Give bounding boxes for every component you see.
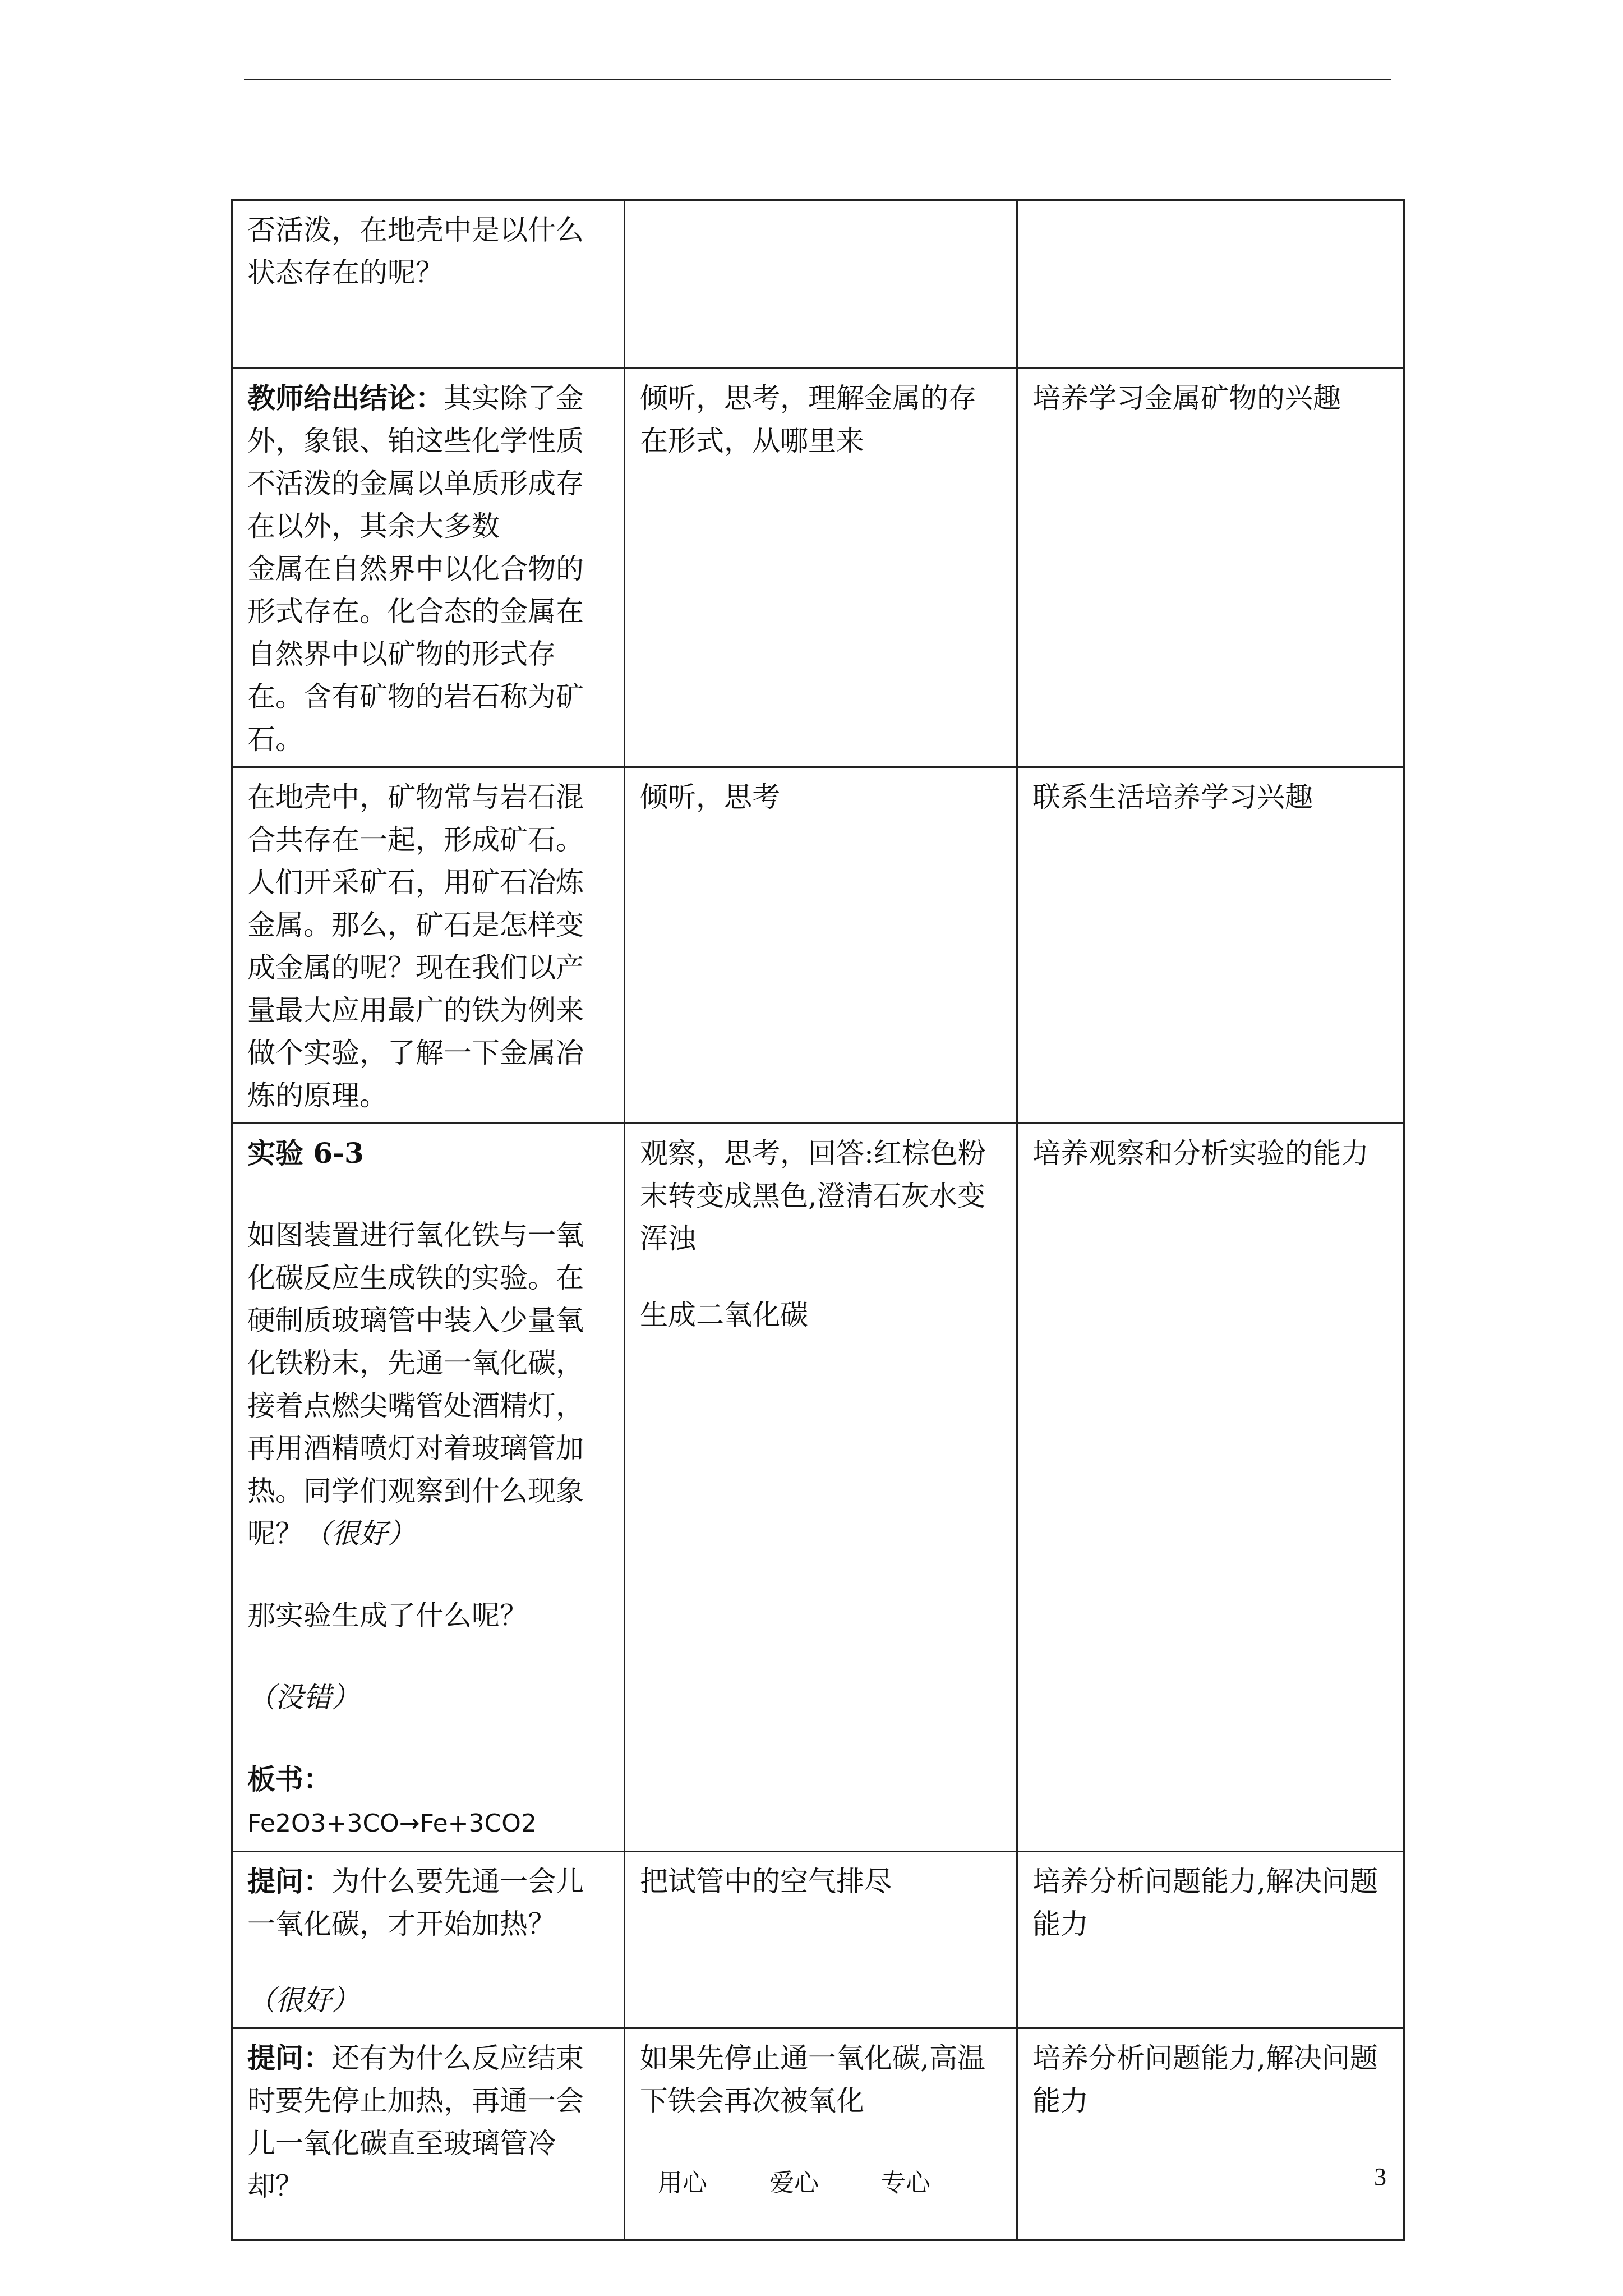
teacher-activity-cell: [232, 767, 625, 1124]
table-row: [232, 1124, 1404, 1852]
question-label: 提问：: [247, 1865, 331, 1898]
student-activity-cell: [625, 1124, 1017, 1852]
teacher-conclusion-label: 教师给出结论：: [247, 381, 444, 415]
student-text: 把试管中的空气排尽: [640, 1865, 892, 1898]
teacher-activity-cell: [232, 1852, 625, 2028]
footer-word: 爱心: [769, 2169, 819, 2197]
design-purpose-cell: [1017, 369, 1404, 767]
experiment-label: 实验 6-3: [247, 1137, 364, 1170]
header-rule: [244, 79, 1391, 80]
chemical-equation: Fe2O3+3CO→Fe+3CO2: [247, 1809, 537, 1838]
teacher-text: 那实验生成了什么呢？: [247, 1599, 528, 1632]
teacher-activity-cell: [232, 200, 625, 369]
teacher-text: 为什么要先通一会儿一氧化碳，才开始加热？: [247, 1865, 584, 1940]
design-purpose-cell: [1017, 200, 1404, 369]
teacher-activity-cell: [232, 369, 625, 767]
teacher-text: 否活泼，在地壳中是以什么状态存在的呢？: [247, 214, 584, 289]
design-purpose-cell: [1017, 1852, 1404, 2028]
purpose-text: 培养观察和分析实验的能力: [1032, 1137, 1369, 1170]
table-row: [232, 767, 1404, 1124]
praise-text: （很好）: [303, 1517, 416, 1550]
student-activity-cell: [625, 1852, 1017, 2028]
student-activity-cell: [625, 767, 1017, 1124]
purpose-text: 培养分析问题能力,解决问题能力: [1032, 2042, 1378, 2117]
purpose-text: 联系生活培养学习兴趣: [1032, 781, 1313, 813]
teacher-text: 如图装置进行氧化铁与一氧化碳反应生成铁的实验。在硬制质玻璃管中装入少量氧化铁粉末，先通一氧化碳，接着点燃尖嘴管处酒精灯，再用酒精喷灯对着玻璃管加热。同学们观察到什么现象呢？: [247, 1219, 584, 1550]
table-row: [232, 2028, 1404, 2240]
footer-word: 用心: [658, 2169, 707, 2197]
teacher-text: 金属在自然界中以化合物的形式存在。化合态的金属在自然界中以矿物的形式存在。含有矿物的岩石称为矿石。: [247, 553, 584, 756]
student-activity-cell: [625, 2028, 1017, 2240]
student-text: 如果先停止通一氧化碳,高温下铁会再次被氧化: [640, 2042, 985, 2117]
teacher-text: 其实除了金外，象银、铂这些化学性质不活泼的金属以单质形成存在以外，其余大多数: [247, 382, 584, 542]
student-text: 倾听，思考，理解金属的存在形式，从哪里来: [640, 382, 976, 457]
design-purpose-cell: [1017, 767, 1404, 1124]
purpose-text: 培养分析问题能力,解决问题能力: [1032, 1865, 1378, 1940]
student-text: 倾听，思考: [640, 781, 780, 813]
student-text: 观察，思考，回答:红棕色粉末转变成黑色,澄清石灰水变浑浊: [640, 1137, 986, 1255]
lesson-plan-table: [231, 199, 1405, 2241]
teacher-activity-cell: [232, 1124, 625, 1852]
student-text: 生成二氧化碳: [640, 1299, 808, 1331]
table-row: [232, 1852, 1404, 2028]
design-purpose-cell: [1017, 2028, 1404, 2240]
page-number: 3: [1374, 2163, 1386, 2191]
design-purpose-cell: [1017, 1124, 1404, 1852]
praise-text: （很好）: [247, 1984, 359, 2017]
table-row: [232, 200, 1404, 369]
teacher-text: 还有为什么反应结束时要先停止加热，再通一会儿一氧化碳直至玻璃管冷却？: [247, 2042, 584, 2202]
praise-text: （没错）: [247, 1681, 359, 1714]
question-label: 提问：: [247, 2041, 331, 2074]
teacher-activity-cell: [232, 2028, 625, 2240]
teacher-text: 在地壳中，矿物常与岩石混合共存在一起，形成矿石。人们开采矿石，用矿石冶炼金属。那么，矿石是怎样变成金属的呢？现在我们以产量最大应用最广的铁为例来做个实验，了解一下金属冶炼的原理。: [247, 781, 584, 1112]
page-footer: [0, 2162, 1623, 2202]
board-note-label: 板书：: [247, 1763, 331, 1796]
purpose-text: 培养学习金属矿物的兴趣: [1032, 382, 1341, 415]
footer-word: 专心: [881, 2169, 930, 2197]
student-activity-cell: [625, 200, 1017, 369]
table-row: [232, 369, 1404, 767]
student-activity-cell: [625, 369, 1017, 767]
